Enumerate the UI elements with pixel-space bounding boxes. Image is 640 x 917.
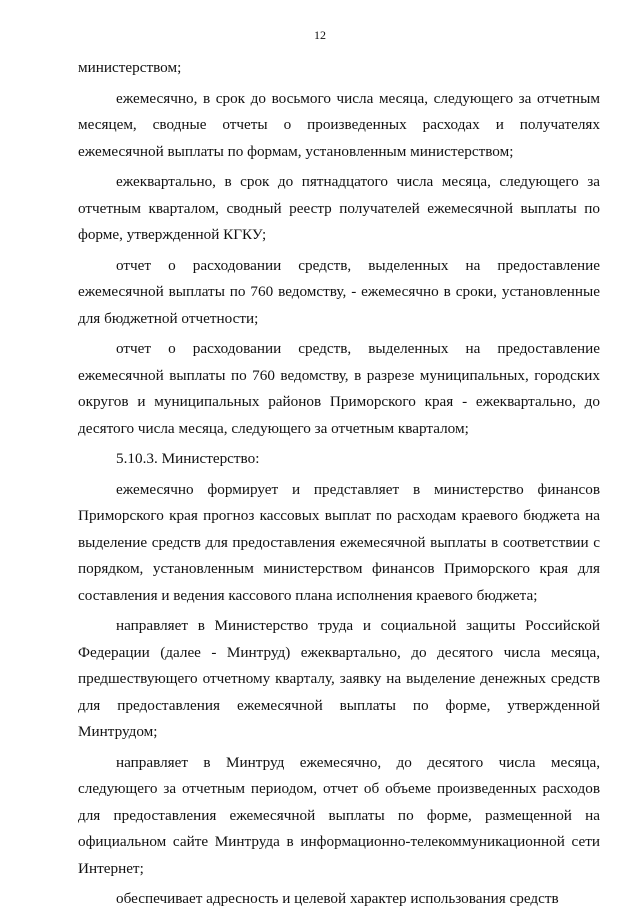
paragraph-9: направляет в Минтруд ежемесячно, до десятого числа месяца, следующего за отчетным периодом, отчет об объеме произведенных расходов для предоставления ежемесячной выплаты по форме, размещенной на официальном сайте Минтруда в информационно-телекоммуникационной сети Интернет; bbox=[78, 753, 600, 877]
paragraph-8: направляет в Министерство труда и социальной защиты Российской Федерации (далее - Минтруд) ежеквартально, до десятого числа месяца, предшествующего отчетному кварталу, заявку на выделение денежных средств для предоставления ежемесячной выплаты по форме, утвержденной Минтрудом; bbox=[78, 617, 600, 740]
paragraph-10: обеспечивает адресность и целевой характер использования средств bbox=[116, 890, 559, 907]
paragraph-7: ежемесячно формирует и представляет в министерство финансов Приморского края прогноз кассовых выплат по расходам краевого бюджета на выделение средств для предоставления ежемесячной выплаты в соответствии с порядком, установленным министерством финансов Приморского края для составления и ведения кассового плана исполнения краевого бюджета; bbox=[78, 480, 600, 604]
paragraph-5: отчет о расходовании средств, выделенных на предоставление ежемесячной выплаты по 760 ведомству, в разрезе муниципальных, городских округов и муниципальных районов Приморского края - ежеквартально, до десятого числа месяца, следующего за отчетным кварталом; bbox=[78, 340, 600, 437]
paragraph-2: ежемесячно, в срок до восьмого числа месяца, следующего за отчетным месяцем, сводные отчеты о произведенных расходах и получателях ежемесячной выплаты по формам, установленным министерством; bbox=[78, 89, 600, 160]
page-number: 12 bbox=[314, 28, 326, 42]
document-body bbox=[78, 55, 600, 917]
paragraph-1: министерством; bbox=[78, 59, 182, 76]
paragraph-4: отчет о расходовании средств, выделенных на предоставление ежемесячной выплаты по 760 ведомству, - ежемесячно в сроки, установленные для бюджетной отчетности; bbox=[78, 256, 600, 327]
paragraph-3: ежеквартально, в срок до пятнадцатого числа месяца, следующего за отчетным кварталом, сводный реестр получателей ежемесячной выплаты по форме, утвержденной КГКУ; bbox=[78, 173, 600, 243]
section-heading-5-10-3: 5.10.3. Министерство: bbox=[116, 450, 260, 467]
